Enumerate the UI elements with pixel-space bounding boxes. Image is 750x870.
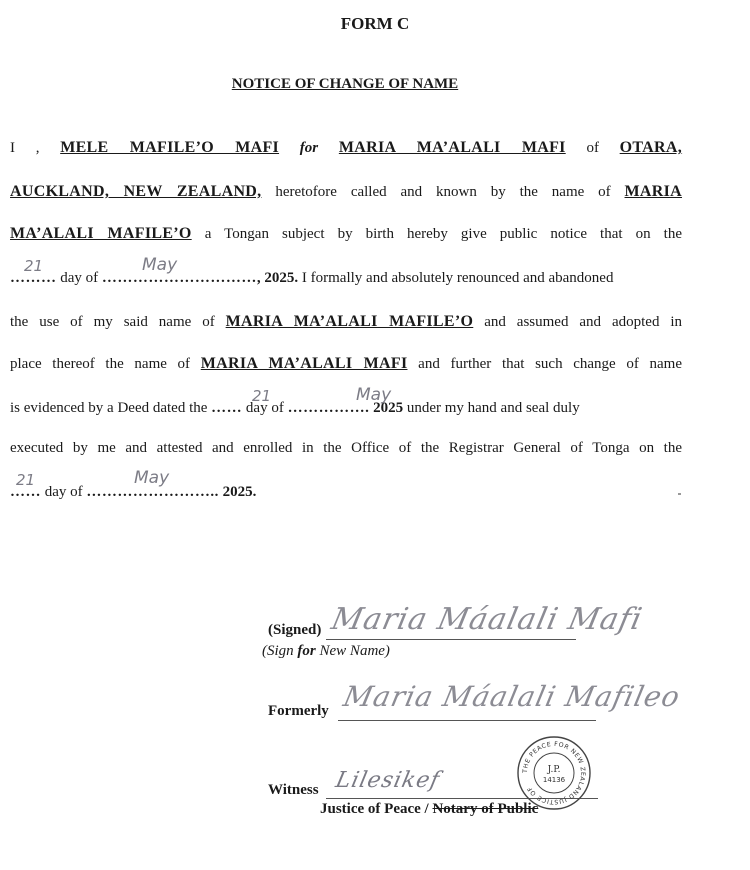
body-line-6 [10, 352, 682, 376]
year-value: , 2025. [256, 270, 299, 286]
old-name-part-b: MA’ALALI MAFILE’O [10, 225, 192, 242]
body-line-5 [10, 310, 682, 334]
of-word: of [586, 140, 599, 156]
new-name-signature: Maria Máalali Mafi [328, 602, 646, 637]
for-word: for [299, 140, 319, 156]
body-line-7 [10, 396, 682, 420]
stamp-number: 14136 [542, 776, 566, 784]
body-line-1 [10, 136, 682, 160]
month-blank: ………………………… [101, 270, 257, 286]
formerly-line [338, 720, 596, 721]
formerly-label: Formerly [268, 703, 329, 719]
body-text: heretofore called and known by the name of [275, 184, 611, 200]
month-blank: ……………. [287, 400, 370, 416]
jp-stamp [516, 735, 592, 811]
sub-label-for: for [297, 643, 316, 659]
old-name: MARIA MA’ALALI MAFILE’O [225, 313, 474, 330]
old-name-part-a: MARIA [624, 183, 683, 200]
body-text: a Tongan subject by birth hereby give public notice that on the [204, 226, 682, 242]
form-title: FORM C [340, 14, 410, 33]
notice-title: NOTICE OF CHANGE OF NAME [231, 76, 459, 92]
handwritten-month: May [142, 255, 178, 275]
year-value: 2025. [222, 484, 257, 500]
handwritten-day: 21 [24, 257, 44, 275]
scan-speck [678, 493, 681, 495]
former-name-signature: Maria Máalali Mafileo [340, 680, 684, 713]
day-blank: …… [10, 484, 41, 500]
handwritten-month: May [356, 385, 392, 405]
stamp-ring-text: THE PEACE FOR NEW ZEALAND JUSTICE OF [521, 740, 587, 806]
day-of-word: day of [245, 400, 284, 416]
handwritten-month: May [134, 468, 170, 488]
new-name: MARIA MA’ALALI MAFI [338, 139, 566, 156]
notary-public-text: Notary of Public [432, 801, 539, 817]
stamp-jp-text: J.P. [547, 765, 561, 775]
witness-signature: Lilesikef [333, 768, 443, 793]
body-text: the use of my said name of [10, 314, 215, 330]
body-line-2 [10, 180, 682, 204]
justice-of-peace-text: Justice of Peace / [320, 801, 429, 817]
month-blank: …………………….. [86, 484, 219, 500]
signed-line [326, 639, 576, 640]
witness-label: Witness [268, 782, 319, 798]
signed-sub-label [262, 643, 390, 660]
place-part-a: OTARA, [619, 139, 683, 156]
witness-title [320, 801, 538, 818]
handwritten-day: 21 [16, 471, 36, 489]
new-name: MARIA MA’ALALI MAFI [200, 355, 408, 372]
body-text: place thereof the name of [10, 356, 191, 372]
day-of-word: day of [60, 270, 99, 286]
signed-label: (Signed) [268, 622, 322, 638]
place-part-b: AUCKLAND, NEW ZEALAND, [10, 183, 262, 200]
body-line-3 [10, 222, 682, 246]
body-text: and assumed and adopted in [484, 314, 683, 330]
day-blank: ……… [10, 270, 57, 286]
current-name: MELE MAFILE’O MAFI [60, 139, 280, 156]
sub-label-part: New Name) [315, 643, 390, 659]
body-text: and further that such change of name [418, 356, 683, 372]
body-line-4 [10, 266, 682, 290]
handwritten-day: 21 [252, 387, 272, 405]
body-text: executed by me and attested and enrolled in the Office of the Registrar General of Tonga on the [10, 440, 682, 456]
year-value: 2025 [373, 400, 404, 416]
day-blank: …… [211, 400, 243, 416]
body-line-9 [10, 480, 682, 504]
body-text: I formally and absolutely renounced and abandoned [301, 270, 614, 286]
body-text: is evidenced by a Deed dated the [10, 400, 208, 416]
body-line-8 [10, 436, 682, 460]
sub-label-part: (Sign [262, 643, 298, 659]
pronoun-i: I , [10, 140, 40, 156]
body-text: under my hand and seal duly [406, 400, 580, 416]
day-of-word: day of [44, 484, 83, 500]
